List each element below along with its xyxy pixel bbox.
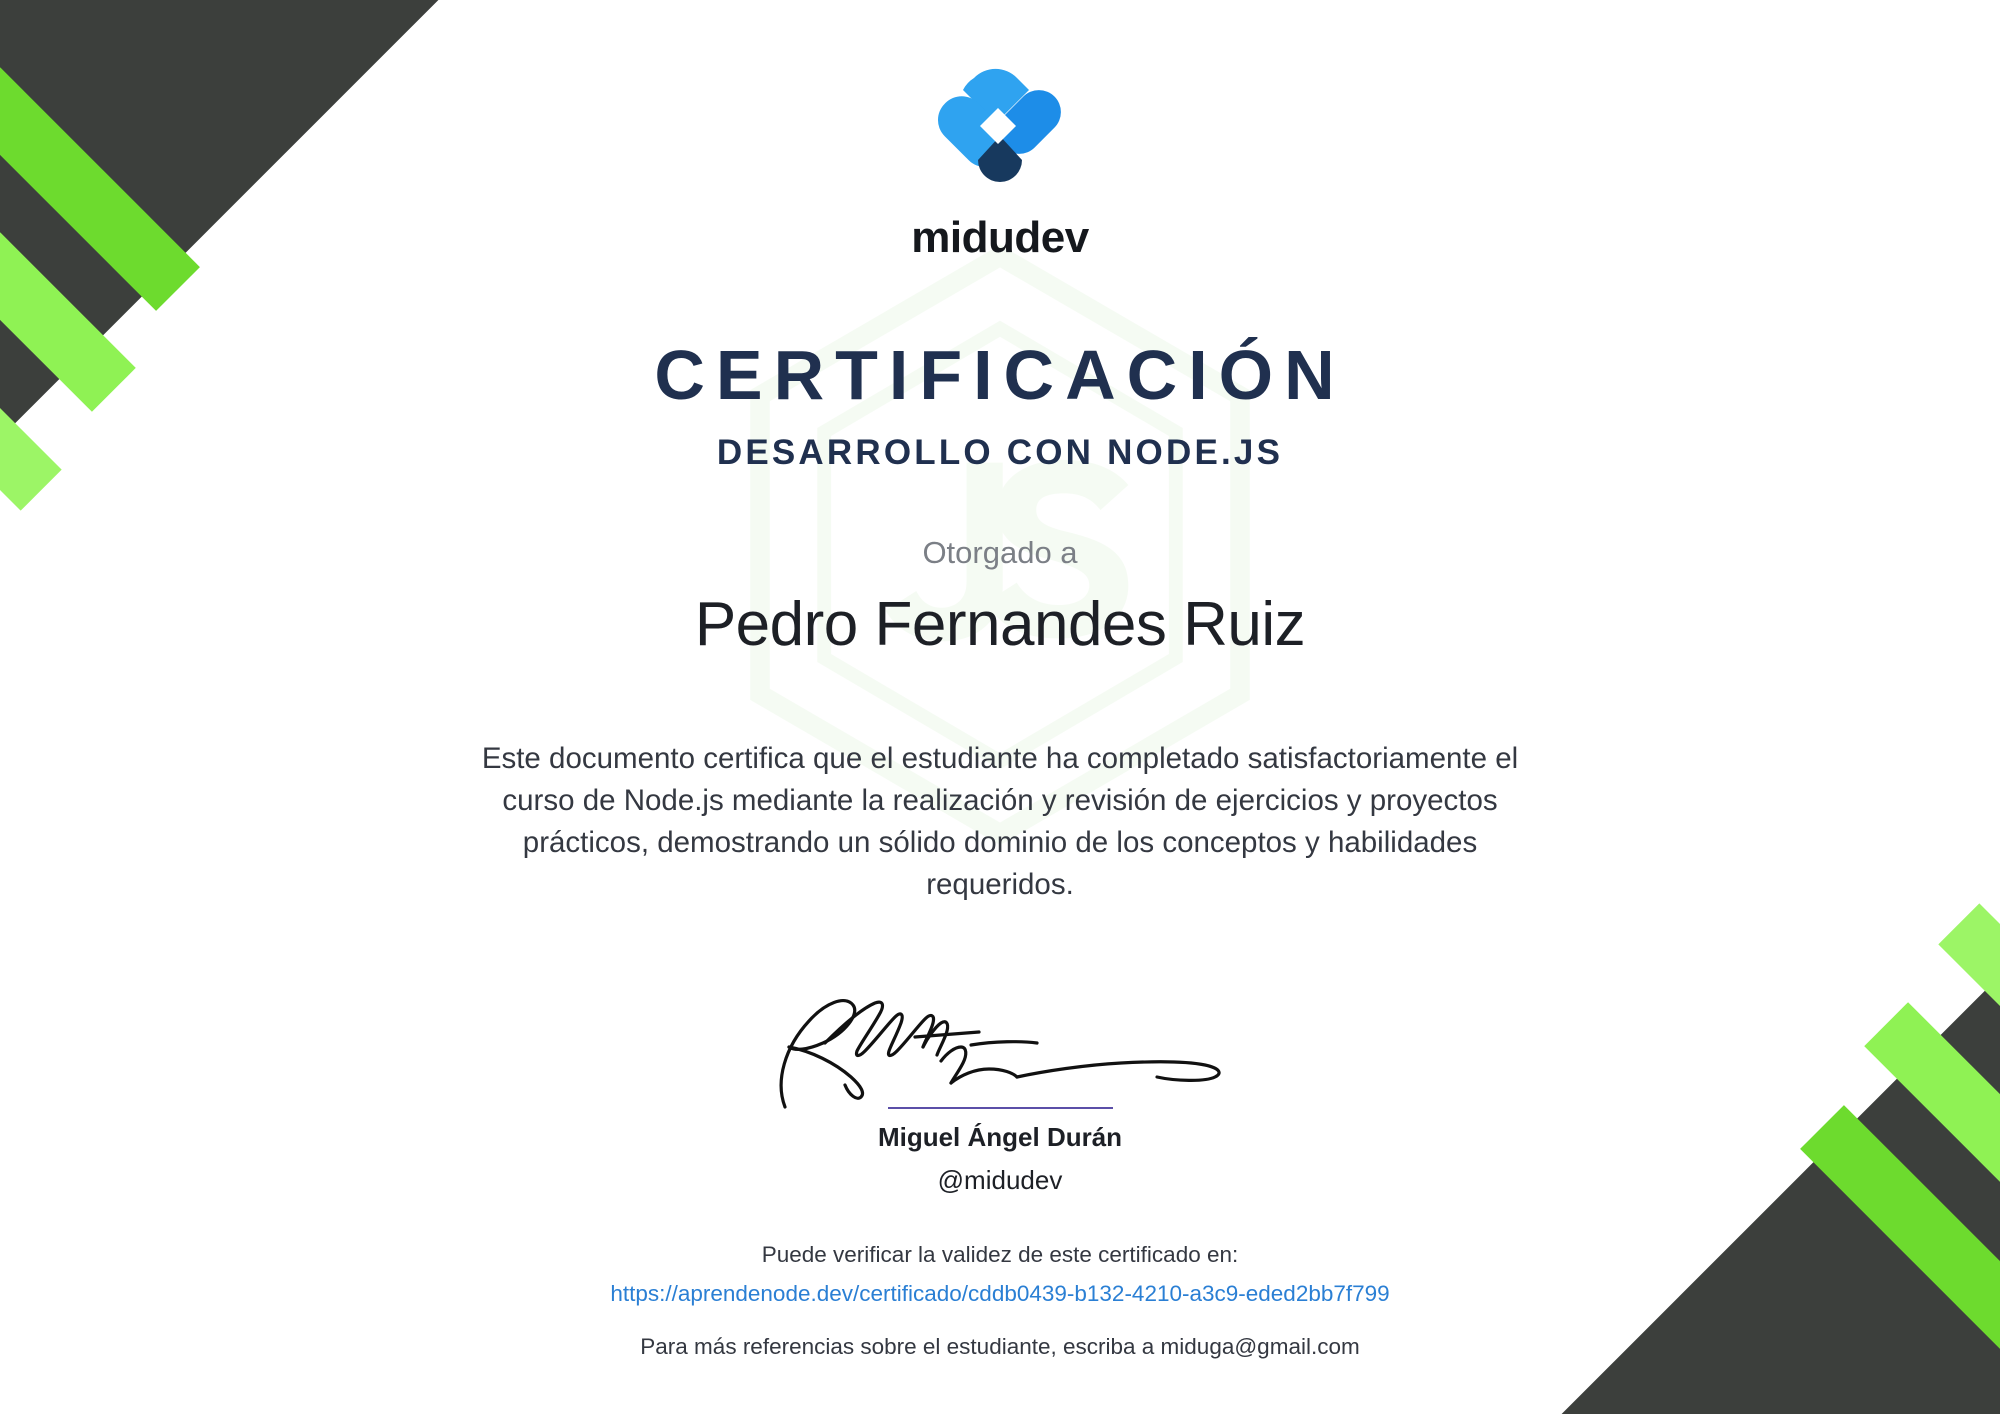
brand-name: midudev <box>911 213 1089 262</box>
verify-label: Puede verificar la validez de este certificado en: <box>761 1242 1239 1267</box>
awarded-to-label: Otorgado a <box>922 535 1078 570</box>
signature-divider <box>888 1107 1113 1109</box>
midudev-logo-icon <box>912 62 1088 198</box>
recipient-name: Pedro Fernandes Ruiz <box>694 590 1306 659</box>
handwritten-signature-icon <box>765 985 1235 1115</box>
signer-name: Miguel Ángel Durán <box>877 1122 1123 1152</box>
reference-label: Para más referencias sobre el estudiante, escriba a miduga@gmail.com <box>640 1334 1360 1359</box>
page-subtitle: DESARROLLO CON NODE.JS <box>716 433 1284 472</box>
verify-url-link[interactable]: https://aprendenode.dev/certificado/cddb0439-b132-4210-a3c9-eded2bb7f799 <box>610 1281 1390 1306</box>
bottom-right-green-stripe-3 <box>1938 903 2000 1276</box>
certificate-footer <box>0 1242 2000 1360</box>
certificate-description: Este documento certifica que el estudiante ha completado satisfactoriamente el curso de Node.js mediante la realización y revisión de ejercicios y proyectos prácticos, demostrando un sólido dominio de los conceptos y habilidades requeridos. <box>481 742 1519 901</box>
page-title: CERTIFICACIÓN <box>654 336 1346 414</box>
brand-logo-block <box>0 0 2000 263</box>
signer-handle: @midudev <box>937 1165 1063 1195</box>
signature-block <box>740 985 1260 1196</box>
